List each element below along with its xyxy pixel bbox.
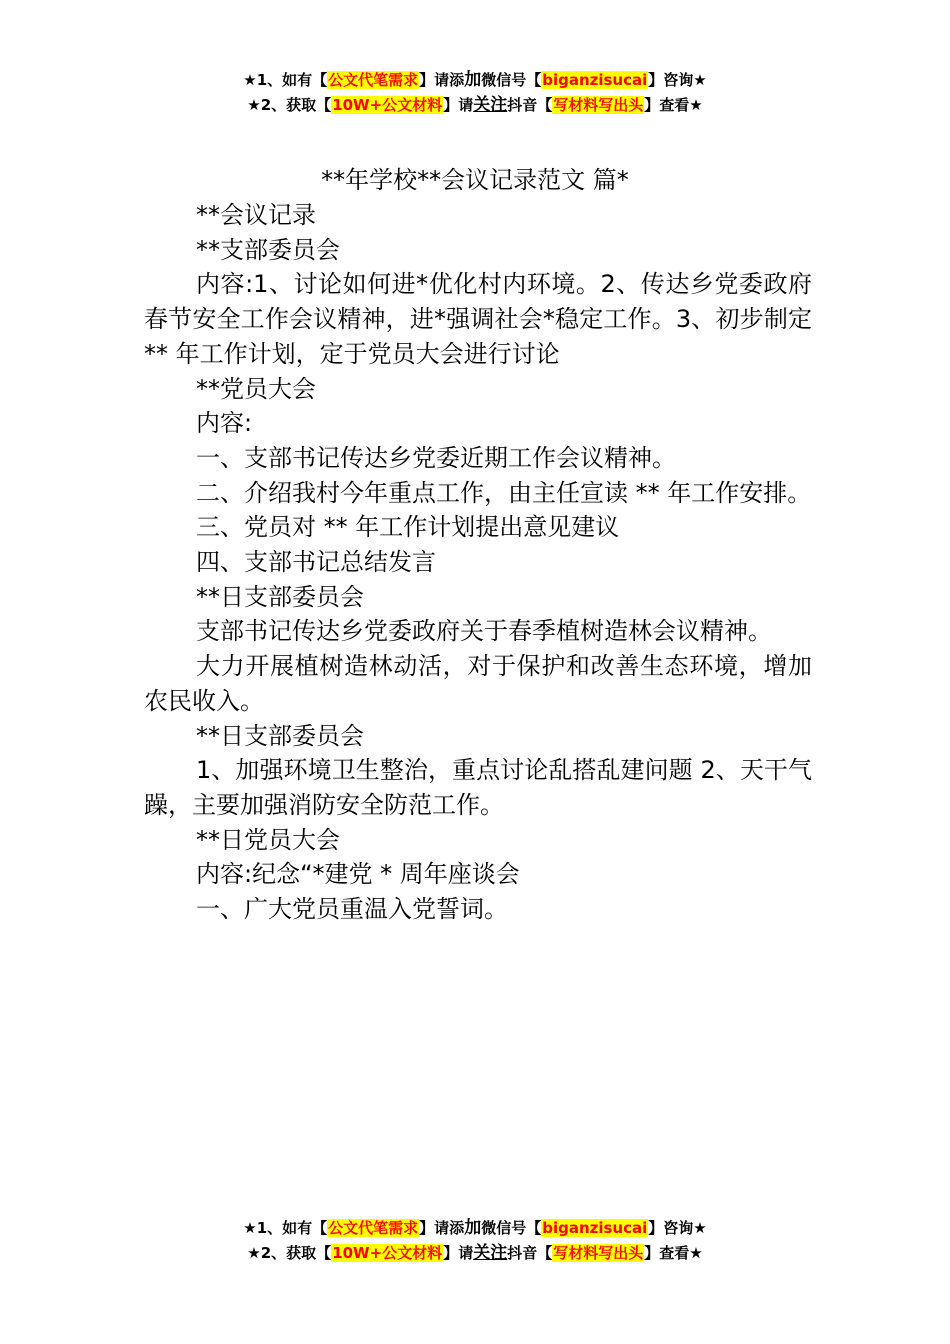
banner-text: 抖音【 (507, 1244, 553, 1262)
banner-text: 微信号【 (481, 71, 542, 89)
highlight-wechat-id: biganzisucai (542, 71, 648, 89)
document-body (144, 198, 812, 927)
paragraph: 一、广大党员重温入党誓词。 (196, 895, 508, 924)
paragraph: **日党员大会 (196, 825, 340, 854)
highlight-douyin: 写材料写出头 (553, 96, 644, 114)
banner-text: 微信号【 (481, 1219, 542, 1237)
banner-text: ★1、如有【 (243, 1219, 328, 1237)
footer-banner (0, 1216, 950, 1266)
highlight-douyin: 写材料写出头 (553, 1244, 644, 1262)
banner-text: 关注 (473, 95, 508, 115)
banner-text: 】查看★ (644, 1244, 703, 1262)
banner-text: ★2、获取【 (247, 96, 332, 114)
paragraph: **党员大会 (196, 374, 316, 403)
highlight-materials: 10W+公文材料 (332, 96, 443, 114)
paragraph: 大力开展植树造林动活，对于保护和改善生态环境，增加农民收入。 (144, 652, 812, 715)
paragraph: 支部书记传达乡党委政府关于春季植树造林会议精神。 (196, 617, 772, 646)
highlight-materials: 10W+公文材料 (332, 1244, 443, 1262)
paragraph: 内容: (196, 409, 253, 438)
paragraph: 四、支部书记总结发言 (196, 548, 436, 577)
banner-text: 】请添 (419, 71, 465, 89)
paragraph: **日支部委员会 (196, 582, 364, 611)
paragraph: 二、介绍我村今年重点工作，由主任宣读 ** 年工作安排。 (196, 478, 812, 507)
banner-line-2 (0, 93, 950, 118)
paragraph: 内容:纪念“*建党 * 周年座谈会 (196, 860, 520, 889)
banner-line-2 (0, 1241, 950, 1266)
banner-text: 】请 (443, 1244, 474, 1262)
banner-text: 】请 (443, 96, 474, 114)
paragraph: **支部委员会 (196, 235, 340, 264)
highlight-writing-service: 公文代笔需求 (328, 71, 419, 89)
paragraph: 三、党员对 ** 年工作计划提出意见建议 (196, 513, 620, 542)
banner-text: 】咨询★ (648, 1219, 707, 1237)
paragraph: 1、加强环境卫生整治，重点讨论乱搭乱建问题 2、天干气躁，主要加强消防安全防范工作。 (144, 756, 812, 819)
paragraph: 一、支部书记传达乡党委近期工作会议精神。 (196, 443, 676, 472)
highlight-writing-service: 公文代笔需求 (328, 1219, 419, 1237)
banner-line-1 (0, 1216, 950, 1241)
paragraph: **日支部委员会 (196, 721, 364, 750)
banner-text: 】查看★ (644, 96, 703, 114)
paragraph: **会议记录 (196, 201, 316, 229)
banner-text: 加 (464, 70, 482, 90)
document-title: **年学校**会议记录范文 篇* (321, 166, 629, 194)
paragraph: 内容:1、讨论如何进*优化村内环境。2、传达乡党委政府春节安全工作会议精神，进*强调社会*稳定工作。3、初步制定 ** 年工作计划，定于党员大会进行讨论 (144, 270, 812, 368)
banner-text: 】请添 (419, 1219, 465, 1237)
banner-line-1 (0, 68, 950, 93)
banner-text: 】咨询★ (648, 71, 707, 89)
banner-text: 抖音【 (507, 96, 553, 114)
banner-text: 加 (464, 1218, 482, 1238)
header-banner (0, 68, 950, 118)
highlight-wechat-id: biganzisucai (542, 1219, 648, 1237)
banner-text: ★1、如有【 (243, 71, 328, 89)
banner-text: 关注 (473, 1243, 508, 1263)
banner-text: ★2、获取【 (247, 1244, 332, 1262)
